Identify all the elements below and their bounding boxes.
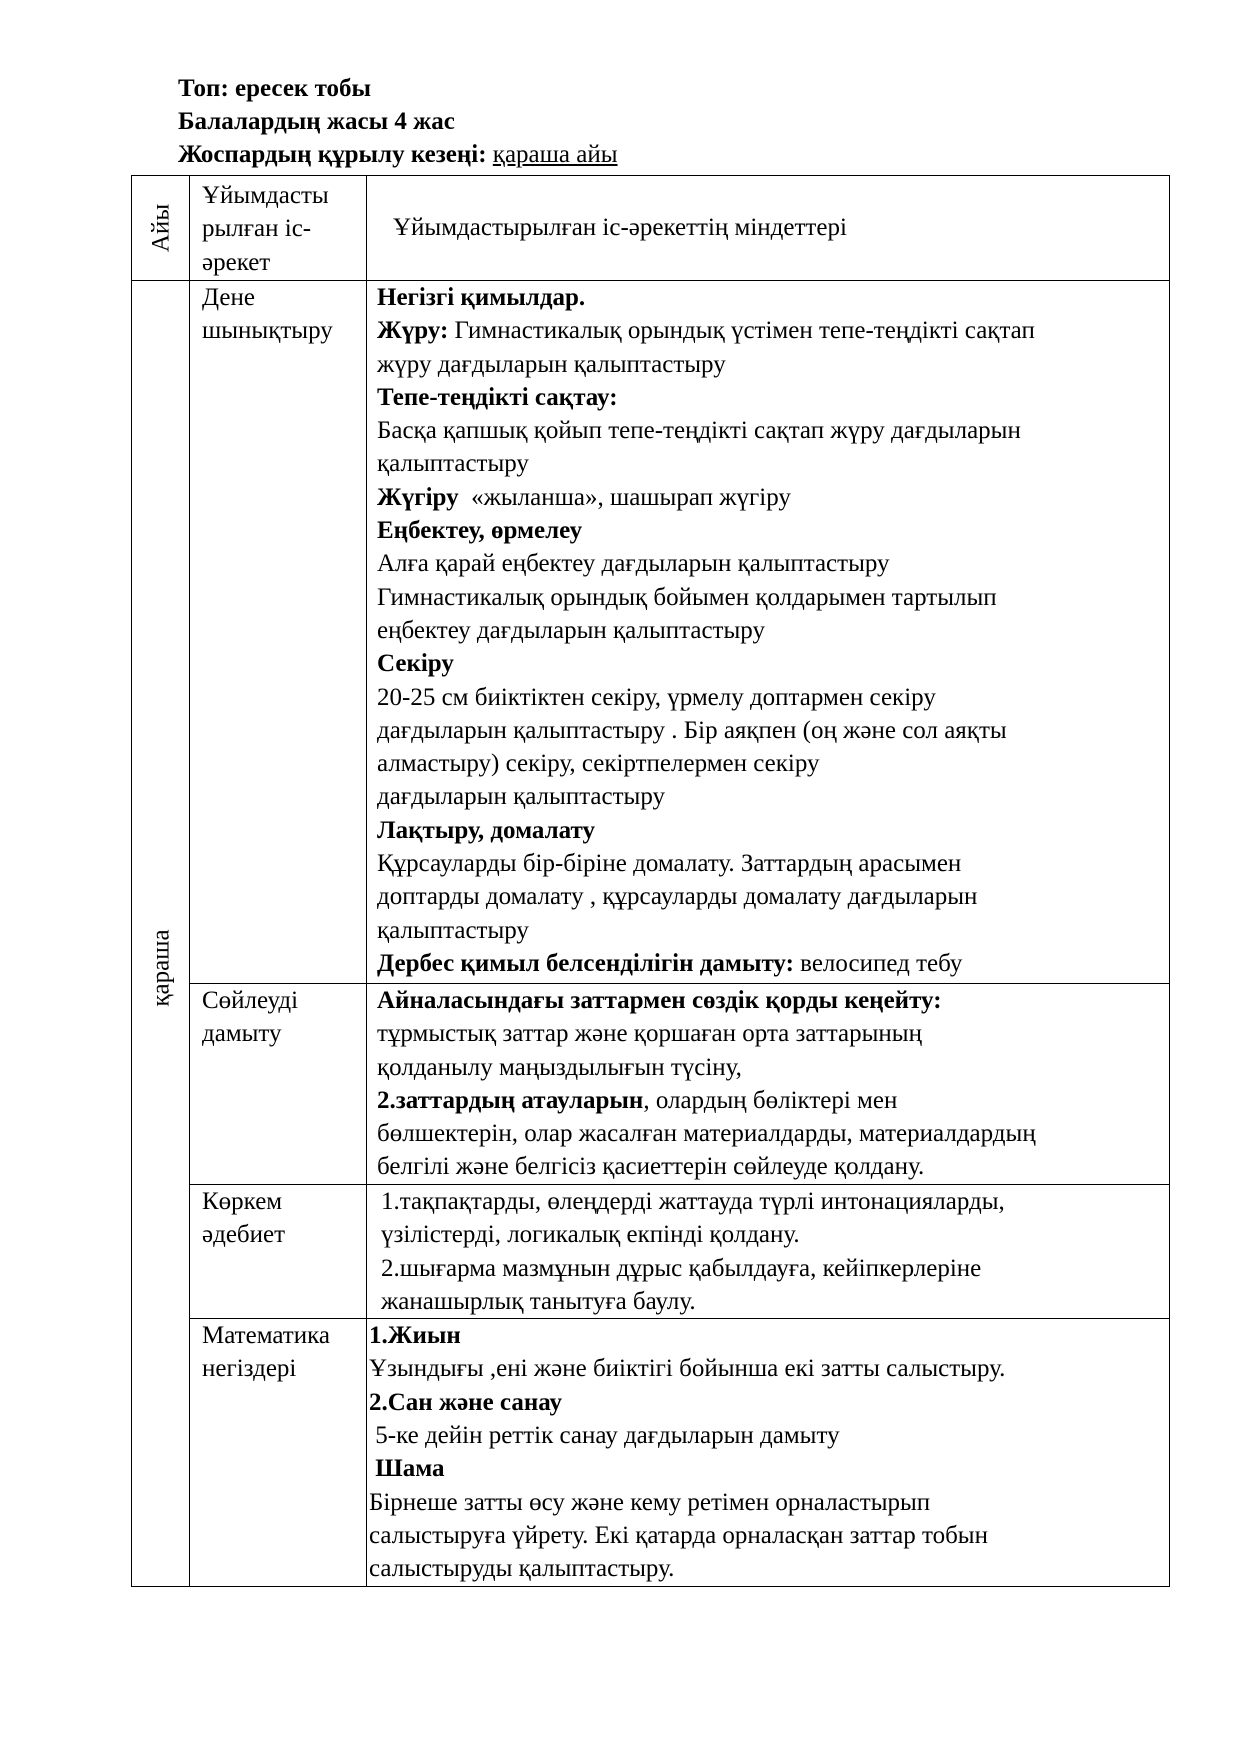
task-line-text: велосипед тебу [793,949,963,977]
activity-cell: Дене шынықтыру [190,281,367,984]
task-line-heading: Еңбектеу, өрмелеу [377,517,583,545]
table-row [132,1185,1170,1319]
tasks-cell [367,1319,1170,1586]
task-line-text: еңбектеу дағдыларын қалыптастыру [377,616,765,644]
task-line [377,581,1169,614]
task-line [377,1051,1169,1084]
activity-cell: Математика негіздері [190,1319,367,1586]
task-line-heading: Айналасындағы заттармен сөздік қорды кеңейту: [377,987,942,1014]
task-line [377,281,1169,314]
task-line-text: бөлшектерін, олар жасалған материалдарды, материалдардың [377,1120,1036,1148]
task-line-text: «жыланша», шашырап жүгіру [458,483,791,511]
table-row [132,984,1170,1185]
task-line [369,1386,1169,1419]
task-line-text: Құрсауларды бір-біріне домалату. Заттардың арасымен [377,850,962,878]
activity-header-cell: Ұйымдасты рылған іс- әрекет [190,176,367,281]
task-line [377,1084,1169,1117]
month-header: Айы [146,203,174,253]
task-line-text: 2.шығарма мазмұнын дұрыс қабылдауға, кейіпкерлеріне [381,1254,982,1282]
tasks-header: Ұйымдастырылған іс-әрекеттің міндеттері [393,214,847,242]
task-line [369,1519,1169,1552]
task-line [377,747,1169,780]
task-line [377,1117,1169,1150]
task-line-text: дағдыларын қалыптастыру [377,783,666,811]
task-line-text: Басқа қапшық қойып тепе-теңдікті сақтап жүру дағдыларын [377,417,1021,445]
task-line [377,814,1169,847]
task-line [377,481,1169,514]
task-line-heading: 1.Жиын [369,1322,461,1350]
table-row [132,1319,1170,1586]
task-line [377,914,1169,947]
task-line [377,447,1169,480]
task-line [381,1185,1169,1218]
task-line-text: алмастыру) секіру, секіртпелермен секіру [377,750,820,778]
task-line [369,1452,1169,1485]
task-line-text: қолданылу маңыздылығын түсіну, [377,1053,742,1081]
task-line [369,1419,1169,1452]
task-line [377,1017,1169,1050]
task-line-heading: Лақтыру, домалату [377,816,595,844]
task-line-text: , олардың бөліктері мен [643,1086,898,1114]
tasks-cell [367,1185,1170,1319]
period-line: Жоспардың құрылу кезеңі: қараша айы [178,141,618,168]
task-line-text: Алға қарай еңбектеу дағдыларын қалыптастыру [377,550,890,578]
month-cell [132,281,190,1587]
task-line-text: қалыптастыру [377,450,529,478]
task-line [377,880,1169,913]
month-value: қараша [146,929,174,1007]
task-line-heading: Жүгіру [377,483,459,511]
task-line-heading: Шама [369,1455,445,1483]
plan-table [131,175,1170,1587]
task-line-text: 5-ке дейін реттік санау дағдыларын дамыту [369,1422,840,1450]
task-line-heading: Негізгі қимылдар. [377,284,586,311]
task-line-text: үзілістерді, логикалық екпінді қолдану. [381,1221,800,1249]
task-line-text: жүру дағдыларын қалыптастыру [377,350,726,378]
task-line-heading: Тепе-теңдікті сақтау: [377,383,618,411]
month-header-cell [132,176,190,281]
task-line-text: қалыптастыру [377,916,529,944]
task-line [377,414,1169,447]
task-line [377,348,1169,381]
group-line: Топ: ересек тобы [178,75,372,102]
task-line [381,1285,1169,1318]
task-line-text: белгілі және белгісіз қасиеттерін сөйлеуде қолдану. [377,1153,925,1181]
table-header-row [132,176,1170,281]
task-line [377,681,1169,714]
task-line [377,647,1169,680]
task-line-text: Гимнастикалық орындық үстімен тепе-теңдікті сақтап [448,317,1035,345]
task-line [369,1319,1169,1352]
task-line-heading: Секіру [377,650,454,678]
task-line-text: дағдыларын қалыптастыру . Бір аяқпен (оң және сол аяқты [377,716,1007,744]
task-line-heading: 2.Сан және санау [369,1388,562,1416]
task-line-text: Гимнастикалық орындық бойымен қолдарымен тартылып [377,583,997,611]
task-line [377,947,1169,980]
age-line: Балалардың жасы 4 жас [178,108,455,135]
task-line-text: жанашырлық танытуға баулу. [381,1287,696,1315]
task-line [377,847,1169,880]
task-line-text: салыстыруға үйрету. Екі қатарда орналасқан заттар тобын [369,1521,988,1549]
period-value: қараша айы [492,141,618,168]
table-row [132,281,1170,984]
task-line-heading: Дербес қимыл белсенділігін дамыту: [377,949,794,977]
task-line [369,1552,1169,1585]
task-line-text: 20-25 см биіктіктен секіру, үрмелу доптармен секіру [377,683,936,711]
task-line-text: Бірнеше затты өсу және кему ретімен орналастырып [369,1488,931,1516]
document-header [178,72,618,171]
task-line-text: 1.тақпақтарды, өлеңдерді жаттауда түрлі интонацияларды, [381,1188,1005,1215]
task-line-text: Ұзындығы ,ені және биіктігі бойынша екі затты салыстыру. [369,1355,1006,1383]
tasks-cell [367,281,1170,984]
task-line [377,381,1169,414]
task-line [381,1218,1169,1251]
activity-cell: Сөйлеуді дамыту [190,984,367,1185]
activity-cell: Көркем әдебиет [190,1185,367,1319]
task-line-text: доптарды домалату , құрсауларды домалату дағдыларын [377,883,978,911]
task-line-heading: Жүру: [377,317,449,345]
task-line [377,780,1169,813]
task-line [377,547,1169,580]
task-line [381,1252,1169,1285]
task-line-heading: 2.заттардың атауларын [377,1086,644,1114]
task-line [377,514,1169,547]
task-line [377,614,1169,647]
task-line-text: салыстыруды қалыптастыру. [369,1555,675,1583]
task-line [377,314,1169,347]
task-line [369,1352,1169,1385]
task-line [369,1486,1169,1519]
task-line-text: тұрмыстық заттар және қоршаған орта заттарының [377,1020,922,1048]
task-line [377,714,1169,747]
tasks-cell [367,984,1170,1185]
tasks-header-cell [367,176,1170,281]
task-line [377,1150,1169,1183]
task-line [377,984,1169,1017]
